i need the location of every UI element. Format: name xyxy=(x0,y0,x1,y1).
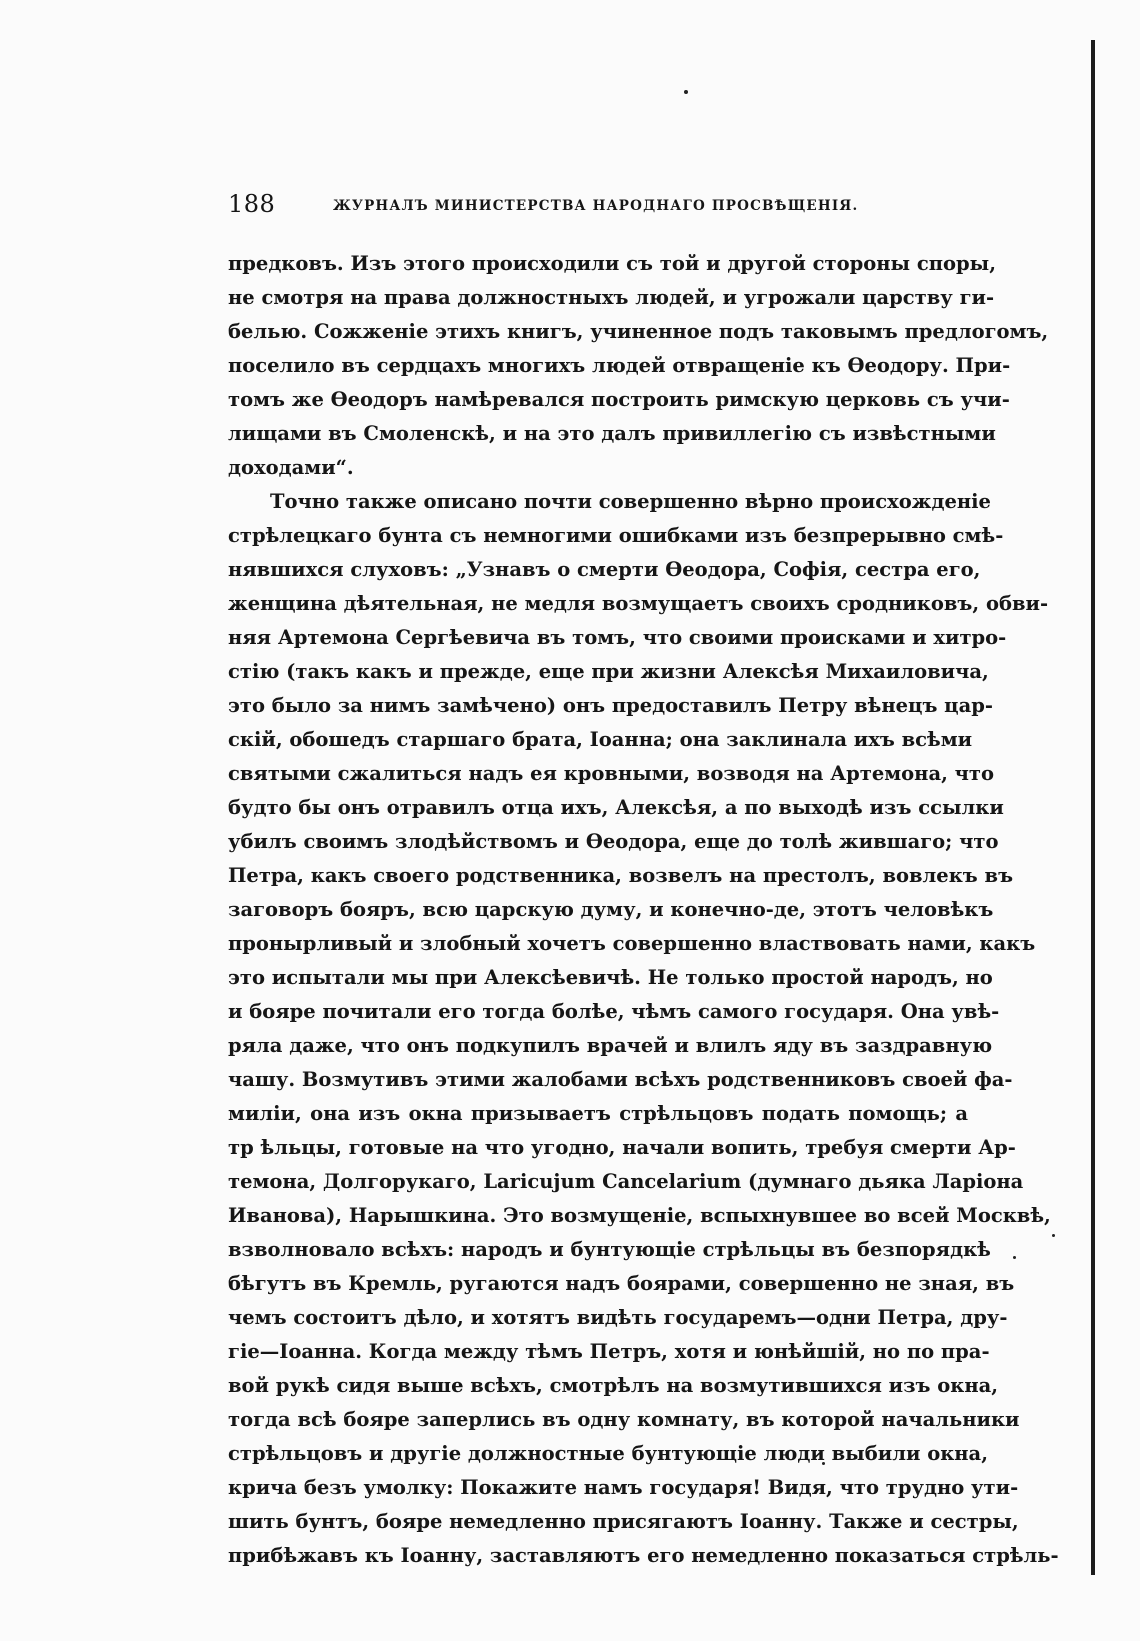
text-line: заговоръ бояръ, всю царскую думу, и конечно-де, этотъ человѣкъ xyxy=(228,898,994,921)
text-line: пронырливый и злобный хочетъ совершенно властвовать нами, какъ xyxy=(228,932,1036,955)
text-line: белью. Сожженіе этихъ книгъ, учиненное подъ таковымъ предлогомъ, xyxy=(228,320,1049,343)
text-line: вой рукѣ сидя выше всѣхъ, смотрѣлъ на возмутившихся изъ окна, xyxy=(228,1374,999,1397)
text-line: томъ же Ѳеодоръ намѣревался построить римскую церковь съ учи- xyxy=(228,388,1010,411)
paragraph xyxy=(228,247,1049,485)
text-line: не смотря на права должностныхъ людей, и угрожали царству ги- xyxy=(228,286,995,309)
text-line: миліи, она изъ окна призываетъ стрѣльцовъ подать помощь; а xyxy=(228,1102,968,1125)
text-line: Иванова), Нарышкина. Это возмущеніе, вспыхнувшее во всей Москвѣ, xyxy=(228,1204,1051,1227)
body-text xyxy=(228,247,1059,1573)
text-line: Петра, какъ своего родственника, возвелъ на престолъ, вовлекъ въ xyxy=(228,864,1014,887)
scan-speck xyxy=(684,90,688,94)
text-line: тр ѣльцы, готовые на что угодно, начали вопить, требуя смерти Ар- xyxy=(228,1136,1016,1159)
running-head xyxy=(228,190,968,224)
paragraph xyxy=(228,485,1059,1573)
text-line: нявшихся слуховъ: „Узнавъ о смерти Ѳеодора, Софія, сестра его, xyxy=(228,558,981,581)
text-line: темона, Долгорукаго, Laricujum Cancelarium (думнаго дьяка Ларіона xyxy=(228,1170,1024,1193)
text-line: лищами въ Смоленскѣ, и на это далъ привиллегію съ извѣстными xyxy=(228,422,996,445)
scan-speck xyxy=(1013,1256,1016,1259)
journal-title: ЖУРНАЛЪ МИНИСТЕРСТВА НАРОДНАГО ПРОСВѢЩЕНІЯ. xyxy=(333,198,859,214)
text-line: чашу. Возмутивъ этими жалобами всѣхъ родственниковъ своей фа- xyxy=(228,1068,1013,1091)
text-line: гіе—Іоанна. Когда между тѣмъ Петръ, хотя и юнѣйшій, но по пра- xyxy=(228,1340,990,1363)
text-line: доходами“. xyxy=(228,456,354,479)
text-line: ряла даже, что онъ подкупилъ врачей и влилъ яду въ заздравную xyxy=(228,1034,993,1057)
text-line: это испытали мы при Алексѣевичѣ. Не только простой народъ, но xyxy=(228,966,993,989)
scan-speck xyxy=(1052,1234,1055,1237)
text-line: чемъ состоитъ дѣло, и хотятъ видѣть государемъ—одни Петра, дру- xyxy=(228,1306,1008,1329)
text-line: стію (такъ какъ и прежде, еще при жизни Алексѣя Михаиловича, xyxy=(228,660,989,683)
text-line: взволновало всѣхъ: народъ и бунтующіе стрѣльцы въ безпорядкѣ xyxy=(228,1238,991,1261)
text-line: прибѣжавъ къ Іоанну, заставляютъ его немедленно показаться стрѣль- xyxy=(228,1544,1059,1567)
binding-edge xyxy=(1091,40,1095,1575)
text-line: святыми сжалиться надъ ея кровными, возводя на Артемона, что xyxy=(228,762,995,785)
text-line: убилъ своимъ злодѣйствомъ и Ѳеодора, еще до толѣ жившаго; что xyxy=(228,830,999,853)
text-line: бѣгутъ въ Кремль, ругаются надъ боярами, совершенно не зная, въ xyxy=(228,1272,1015,1295)
text-line: крича безъ умолку: Покажите намъ государя! Видя, что трудно ути- xyxy=(228,1476,1019,1499)
text-line: скій, обошедъ старшаго брата, Іоанна; она заклинала ихъ всѣми xyxy=(228,728,973,751)
text-line: поселило въ сердцахъ многихъ людей отвращеніе къ Ѳеодору. При- xyxy=(228,354,1011,377)
text-line: предковъ. Изъ этого происходили съ той и другой стороны споры, xyxy=(228,252,997,275)
page-number: 188 xyxy=(228,190,276,218)
text-line: стрѣльцовъ и другіе должностные бунтующіе люди выбили окна, xyxy=(228,1442,988,1465)
text-line: и бояре почитали его тогда болѣе, чѣмъ самого государя. Она увѣ- xyxy=(228,1000,1000,1023)
text-line: шить бунтъ, бояре немедленно присягаютъ Іоанну. Также и сестры, xyxy=(228,1510,1019,1533)
text-line: женщина дѣятельная, не медля возмущаетъ своихъ сродниковъ, обви- xyxy=(228,592,1049,615)
text-line: это было за нимъ замѣчено) онъ предоставилъ Петру вѣнецъ цар- xyxy=(228,694,993,717)
text-line: няя Артемона Сергѣевича въ томъ, что своими происками и хитро- xyxy=(228,626,1007,649)
text-line: тогда всѣ бояре заперлись въ одну комнату, въ которой начальники xyxy=(228,1408,1020,1431)
text-line: Точно также описано почти совершенно вѣрно происхожденіе xyxy=(270,490,991,513)
text-line: будто бы онъ отравилъ отца ихъ, Алексѣя, а по выходѣ изъ ссылки xyxy=(228,796,1004,819)
text-line: стрѣлецкаго бунта съ немногими ошибками изъ безпрерывно смѣ- xyxy=(228,524,1004,547)
